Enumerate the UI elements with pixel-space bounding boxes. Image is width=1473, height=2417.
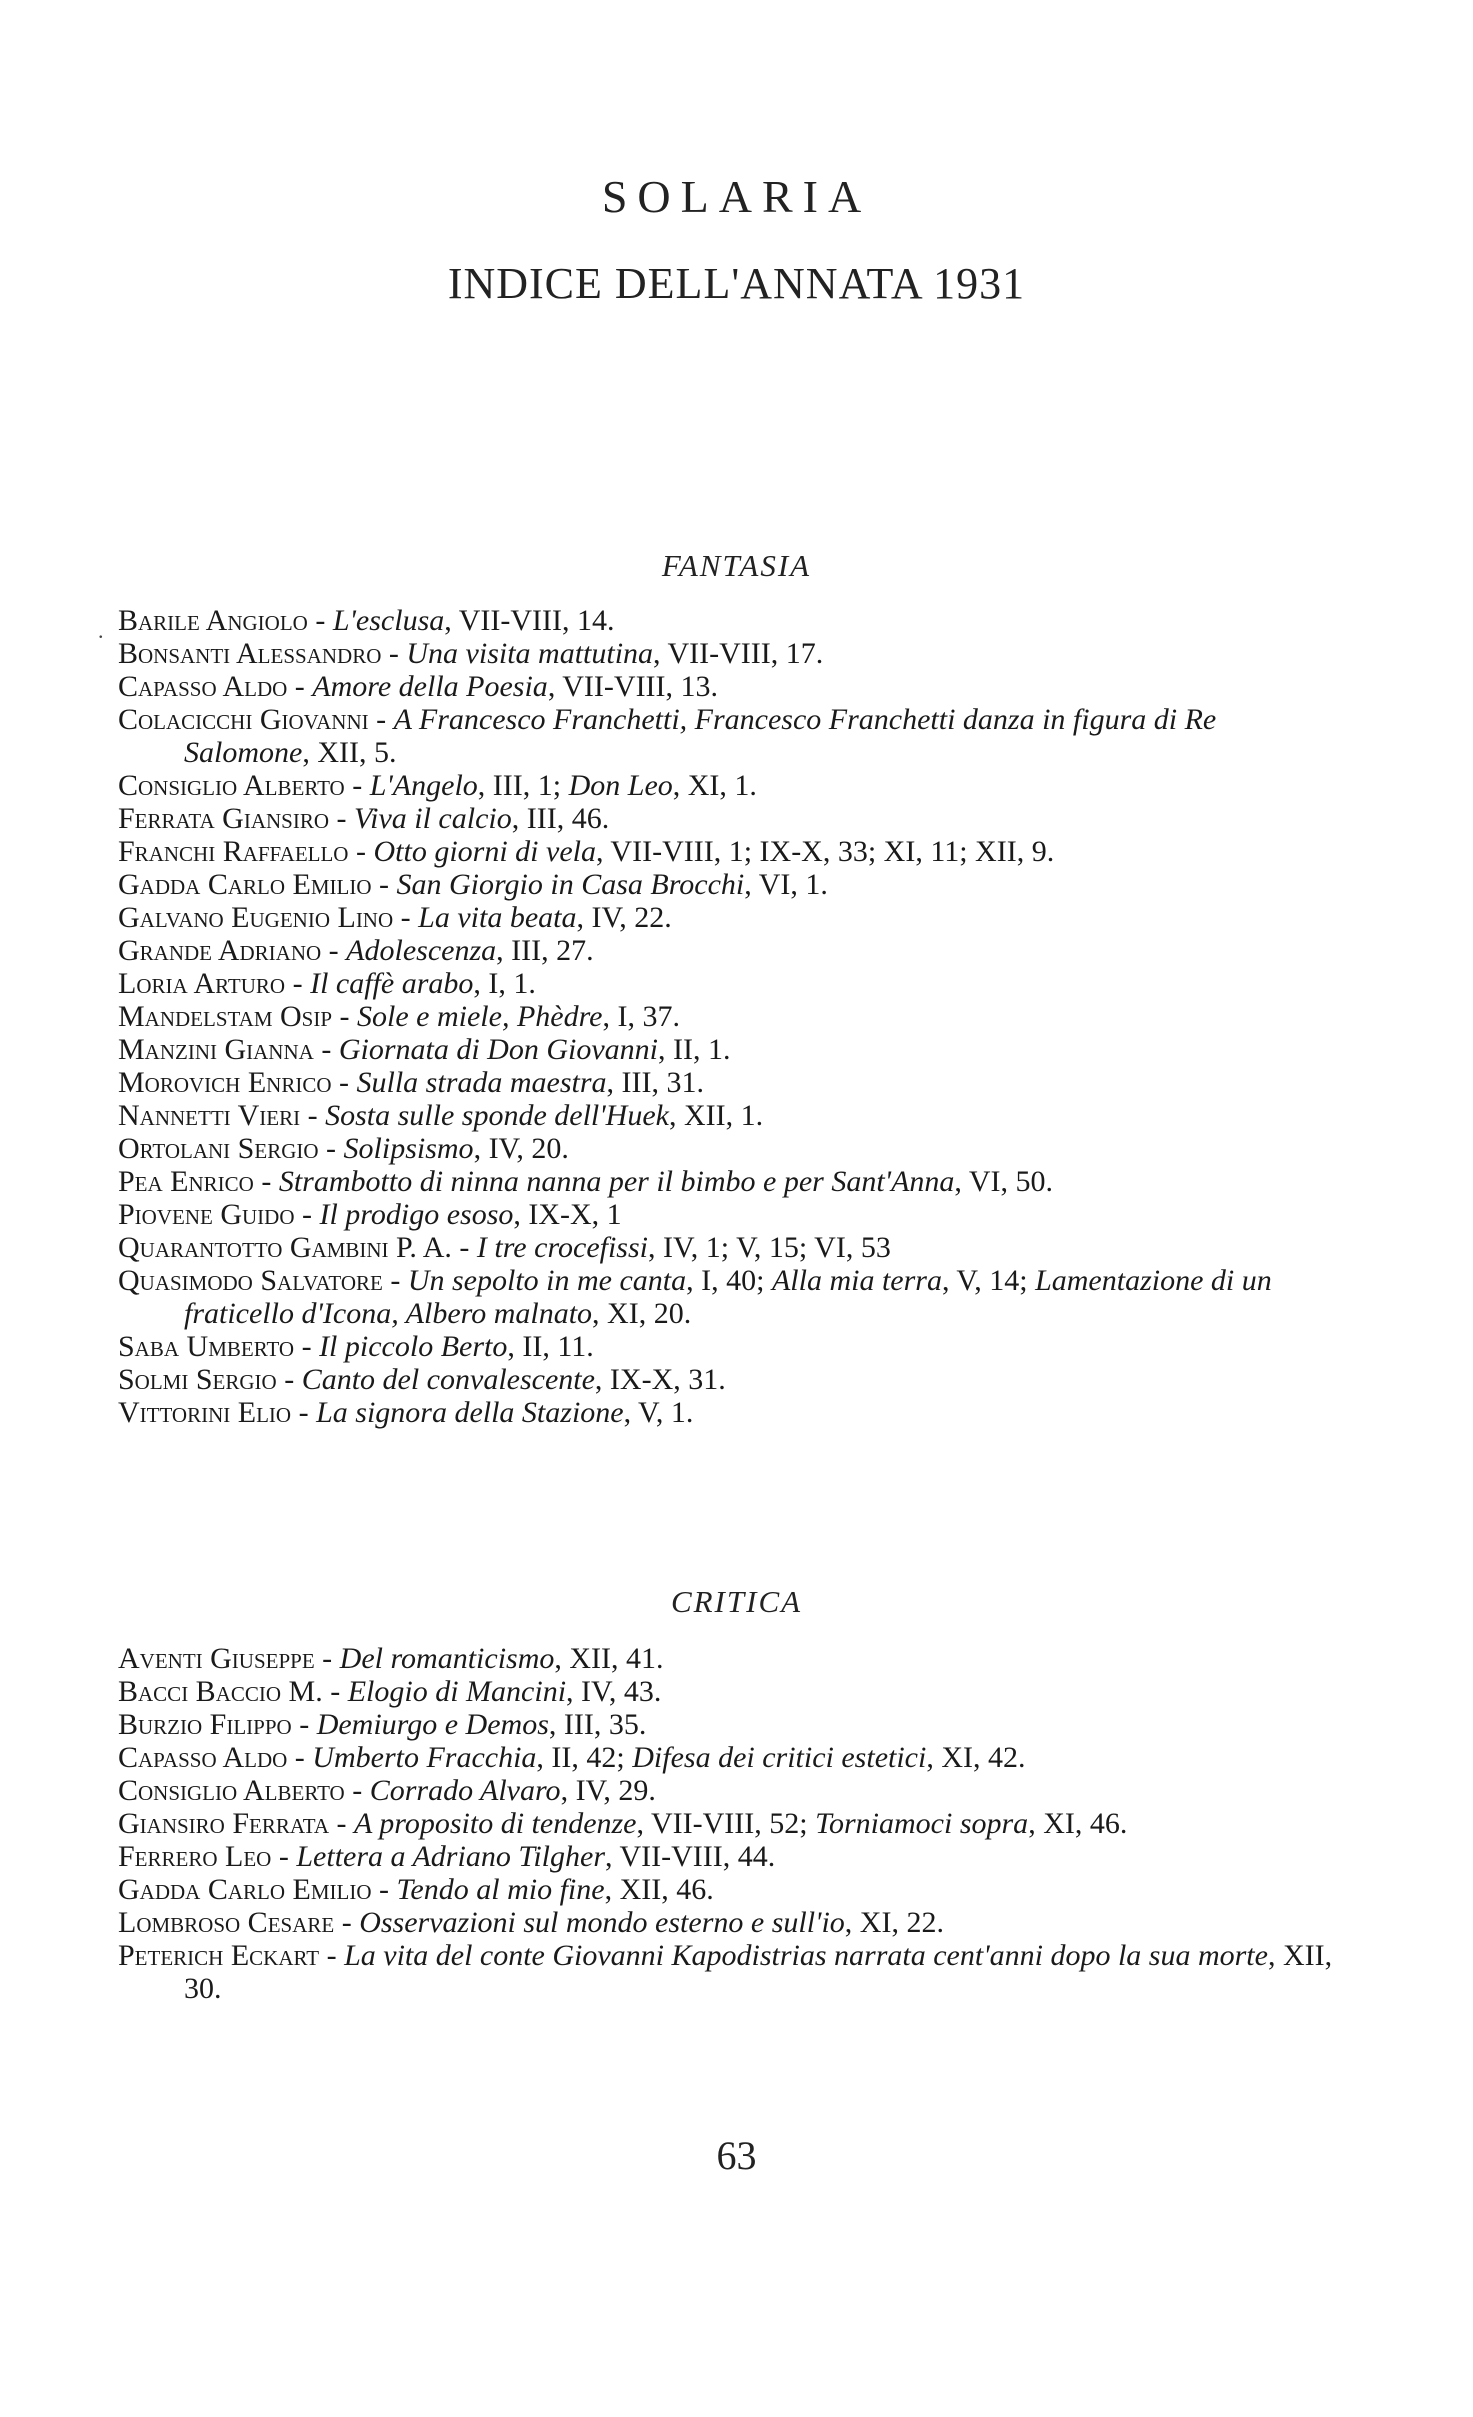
entry-separator: -	[344, 1774, 370, 1807]
entry-title: Amore della Poesia	[312, 670, 548, 703]
index-entry	[118, 1741, 1333, 1774]
entry-reference: , IX-X, 1	[513, 1198, 622, 1231]
entry-author: Piovene Guido	[118, 1198, 295, 1231]
entry-author: Peterich Eckart	[118, 1939, 320, 1972]
index-entry	[118, 868, 1333, 901]
entry-reference: , I, 37.	[602, 1000, 680, 1033]
journal-title: SOLARIA	[601, 171, 872, 222]
index-title: INDICE DELL'ANNATA 1931	[447, 259, 1026, 308]
entry-separator: -	[329, 1807, 355, 1840]
entry-title: Il caffè arabo	[310, 967, 474, 1000]
entry-separator: -	[393, 901, 419, 934]
entry-author: Capasso Aldo	[118, 1741, 288, 1774]
entry-author: Manzini Gianna	[118, 1033, 314, 1066]
entry-reference: , VII-VIII, 13.	[547, 670, 719, 703]
entry-reference: , IV, 43.	[566, 1675, 662, 1708]
index-entry	[118, 1264, 1333, 1330]
index-entry	[118, 967, 1333, 1000]
entry-title: I tre crocefissi	[476, 1231, 648, 1264]
index-entry	[118, 703, 1333, 769]
entry-reference: , VI, 50.	[954, 1165, 1054, 1198]
entry-separator: -	[319, 1939, 345, 1972]
entry-separator: -	[313, 1033, 339, 1066]
entry-author: Capasso Aldo	[118, 670, 288, 703]
entry-author: Barile Angiolo	[118, 604, 308, 637]
entry-reference: , XI, 46.	[1028, 1807, 1128, 1840]
entry-reference: , III, 31.	[606, 1066, 705, 1099]
entry-title: Del romanticismo	[339, 1642, 555, 1675]
entry-title: La signora della Stazione	[316, 1396, 624, 1429]
entry-author: Nannetti Vieri	[118, 1099, 301, 1132]
entry-author: Consiglio Alberto	[118, 1774, 345, 1807]
index-entry	[118, 604, 1333, 637]
entry-author: Burzio Filippo	[118, 1708, 292, 1741]
index-entry	[118, 769, 1333, 802]
entry-reference: , VII-VIII, 1; IX-X, 33; XI, 11; XII, 9.	[595, 835, 1055, 868]
entry-author: Aventi Giuseppe	[118, 1642, 315, 1675]
entry-title: Il piccolo Berto	[319, 1330, 508, 1363]
entry-author: Gadda Carlo Emilio	[118, 868, 372, 901]
entry-author: Pea Enrico	[118, 1165, 254, 1198]
entry-reference: , I, 40;	[686, 1264, 772, 1297]
index-entry	[118, 1132, 1333, 1165]
entry-title: Sulla strada maestra	[356, 1066, 607, 1099]
entry-title: Sole e miele, Phèdre	[357, 1000, 603, 1033]
entry-title: Lamentazione di un fraticello d'Icona, Albero malnato	[184, 1264, 1272, 1330]
entry-title: Elogio di Mancini	[347, 1675, 567, 1708]
section-heading-fantasia: FANTASIA	[661, 548, 812, 583]
entry-reference: , XII, 1.	[668, 1099, 764, 1132]
entry-reference: , XI, 22.	[844, 1906, 944, 1939]
entry-title: Il prodigo esoso	[319, 1198, 514, 1231]
entry-reference: , III, 27.	[496, 934, 594, 967]
index-entry	[118, 1198, 1333, 1231]
entry-title: Alla mia terra	[771, 1264, 942, 1297]
entry-title: A proposito di tendenze	[354, 1807, 637, 1840]
entry-reference: , VII-VIII, 44.	[605, 1840, 776, 1873]
index-entry	[118, 835, 1333, 868]
index-entry	[118, 1675, 1333, 1708]
entry-separator: -	[344, 769, 370, 802]
entry-author: Mandelstam Osip	[118, 1000, 333, 1033]
entry-separator: -	[300, 1099, 326, 1132]
entry-author: Bonsanti Alessandro	[118, 637, 382, 670]
entry-separator: -	[271, 1840, 297, 1873]
entry-separator: -	[253, 1165, 279, 1198]
entry-separator: -	[371, 868, 397, 901]
index-entry	[118, 637, 1333, 670]
entry-title: Umberto Fracchia	[312, 1741, 537, 1774]
index-entry	[118, 1873, 1333, 1906]
entry-title: Adolescenza	[346, 934, 497, 967]
entry-separator: -	[287, 670, 313, 703]
index-entry	[118, 1939, 1333, 2005]
entry-reference: , XI, 1.	[672, 769, 757, 802]
entry-separator: -	[276, 1363, 302, 1396]
index-entry	[118, 1330, 1333, 1363]
entry-separator: -	[381, 637, 407, 670]
index-entry	[118, 1774, 1333, 1807]
entry-author: Grande Adriano	[118, 934, 322, 967]
entry-reference: , V, 14;	[941, 1264, 1036, 1297]
entry-separator: -	[371, 1873, 397, 1906]
entry-author: Consiglio Alberto	[118, 769, 345, 802]
entry-separator: -	[287, 1741, 313, 1774]
entry-reference: , VII-VIII, 14.	[444, 604, 615, 637]
entry-title: La vita del conte Giovanni Kapodistrias narrata cent'anni dopo la sua morte	[344, 1939, 1268, 1972]
entry-author: Gadda Carlo Emilio	[118, 1873, 372, 1906]
entry-reference: , VII-VIII, 17.	[653, 637, 824, 670]
entry-title: Sosta sulle sponde dell'Huek	[325, 1099, 669, 1132]
entry-reference: , III, 1;	[477, 769, 569, 802]
entry-separator: -	[291, 1708, 317, 1741]
index-entry	[118, 802, 1333, 835]
entry-reference: , IV, 1; V, 15; VI, 53	[648, 1231, 891, 1264]
entry-reference: , XII, 46.	[604, 1873, 714, 1906]
entry-author: Ortolani Sergio	[118, 1132, 319, 1165]
entry-reference: , V, 1.	[623, 1396, 694, 1429]
entry-author: Franchi Raffaello	[118, 835, 349, 868]
entry-author: Bacci Baccio M.	[118, 1675, 323, 1708]
entry-title: Un sepolto in me canta	[407, 1264, 687, 1297]
entry-reference: , II, 1.	[657, 1033, 731, 1066]
entry-title: A Francesco Franchetti, Francesco Franchetti danza in figura di Re Salomone	[184, 703, 1217, 769]
entry-separator: -	[329, 802, 355, 835]
entry-separator: -	[294, 1330, 320, 1363]
index-entry	[118, 901, 1333, 934]
entry-reference: , III, 35.	[548, 1708, 647, 1741]
entry-separator: -	[291, 1396, 317, 1429]
entry-title: Corrado Alvaro	[369, 1774, 561, 1807]
entry-title: Lettera a Adriano Tilgher	[296, 1840, 606, 1873]
index-entry	[118, 1066, 1333, 1099]
index-entry	[118, 934, 1333, 967]
entry-title: Demiurgo e Demos	[316, 1708, 549, 1741]
entry-reference: , II, 11.	[507, 1330, 594, 1363]
entry-reference: , IX-X, 31.	[594, 1363, 726, 1396]
entry-author: Saba Umberto	[118, 1330, 295, 1363]
entry-title: San Giorgio in Casa Brocchi	[396, 868, 745, 901]
index-entry	[118, 1000, 1333, 1033]
entry-separator: -	[382, 1264, 408, 1297]
entry-title: Strambotto di ninna nanna per il bimbo e per Sant'Anna	[278, 1165, 955, 1198]
index-entry	[118, 1363, 1333, 1396]
index-entry	[118, 1231, 1333, 1264]
entry-author: Morovich Enrico	[118, 1066, 332, 1099]
index-entry	[118, 1906, 1333, 1939]
entry-separator: -	[334, 1906, 360, 1939]
entry-author: Ferrata Giansiro	[118, 802, 330, 835]
section-heading-critica: CRITICA	[670, 1584, 803, 1619]
entry-author: Solmi Sergio	[118, 1363, 277, 1396]
fantasia-entry-list	[118, 604, 1333, 1429]
entry-title: Canto del convalescente	[301, 1363, 595, 1396]
entry-author: Ferrero Leo	[118, 1840, 272, 1873]
entry-title: Osservazioni sul mondo esterno e sull'io	[359, 1906, 845, 1939]
entry-separator: -	[307, 604, 333, 637]
entry-reference: , VII-VIII, 52;	[636, 1807, 816, 1840]
index-entry	[118, 1033, 1333, 1066]
entry-separator: -	[368, 703, 394, 736]
entry-reference: , XII, 41.	[554, 1642, 664, 1675]
entry-reference: , XI, 42.	[926, 1741, 1026, 1774]
entry-reference: , IV, 20.	[473, 1132, 569, 1165]
entry-reference: , IV, 22.	[576, 901, 672, 934]
index-entry	[118, 1840, 1333, 1873]
entry-separator: -	[348, 835, 374, 868]
entry-author: Vittorini Elio	[118, 1396, 292, 1429]
entry-title: L'Angelo	[369, 769, 478, 802]
entry-title: Tendo al mio fine	[396, 1873, 605, 1906]
entry-reference: , IV, 29.	[560, 1774, 656, 1807]
entry-separator: -	[294, 1198, 320, 1231]
entry-title: Torniamoci sopra	[815, 1807, 1029, 1840]
entry-title: Difesa dei critici estetici	[632, 1741, 927, 1774]
entry-separator: -	[285, 967, 311, 1000]
entry-title: L'esclusa	[332, 604, 445, 637]
entry-author: Quasimodo Salvatore	[118, 1264, 383, 1297]
entry-separator: -	[332, 1000, 358, 1033]
entry-title: Una visita mattutina	[406, 637, 654, 670]
entry-title: La vita beata	[418, 901, 577, 934]
entry-title: Giornata di Don Giovanni	[338, 1033, 658, 1066]
entry-title: Solipsismo	[343, 1132, 474, 1165]
index-entry	[118, 1165, 1333, 1198]
entry-author: Galvano Eugenio Lino	[118, 901, 394, 934]
entry-reference: , I, 1.	[473, 967, 536, 1000]
entry-author: Loria Arturo	[118, 967, 286, 1000]
entry-reference: , II, 42;	[536, 1741, 633, 1774]
critica-entry-list	[118, 1642, 1333, 2005]
index-entry	[118, 670, 1333, 703]
entry-separator: -	[451, 1231, 477, 1264]
entry-reference: , VI, 1.	[744, 868, 828, 901]
entry-title: Don Leo	[568, 769, 673, 802]
stray-mark: .	[98, 618, 104, 643]
index-entry	[118, 1807, 1333, 1840]
entry-author: Lombroso Cesare	[118, 1906, 335, 1939]
page-number: 63	[716, 2133, 757, 2178]
index-entry	[118, 1642, 1333, 1675]
entry-separator: -	[331, 1066, 357, 1099]
entry-reference: , XII, 30.	[184, 1939, 1333, 2005]
entry-author: Giansiro Ferrata	[118, 1807, 330, 1840]
index-entry	[118, 1396, 1333, 1429]
entry-reference: , XII, 5.	[302, 736, 397, 769]
index-entry	[118, 1099, 1333, 1132]
entry-author: Quarantotto Gambini P. A.	[118, 1231, 452, 1264]
entry-separator: -	[322, 1675, 348, 1708]
entry-title: Viva il calcio	[354, 802, 512, 835]
index-entry	[118, 1708, 1333, 1741]
entry-title: Otto giorni di vela	[373, 835, 596, 868]
entry-separator: -	[321, 934, 347, 967]
entry-reference: , III, 46.	[511, 802, 610, 835]
entry-author: Colacicchi Giovanni	[118, 703, 369, 736]
entry-reference: , XI, 20.	[592, 1297, 692, 1330]
entry-separator: -	[314, 1642, 340, 1675]
entry-separator: -	[318, 1132, 344, 1165]
